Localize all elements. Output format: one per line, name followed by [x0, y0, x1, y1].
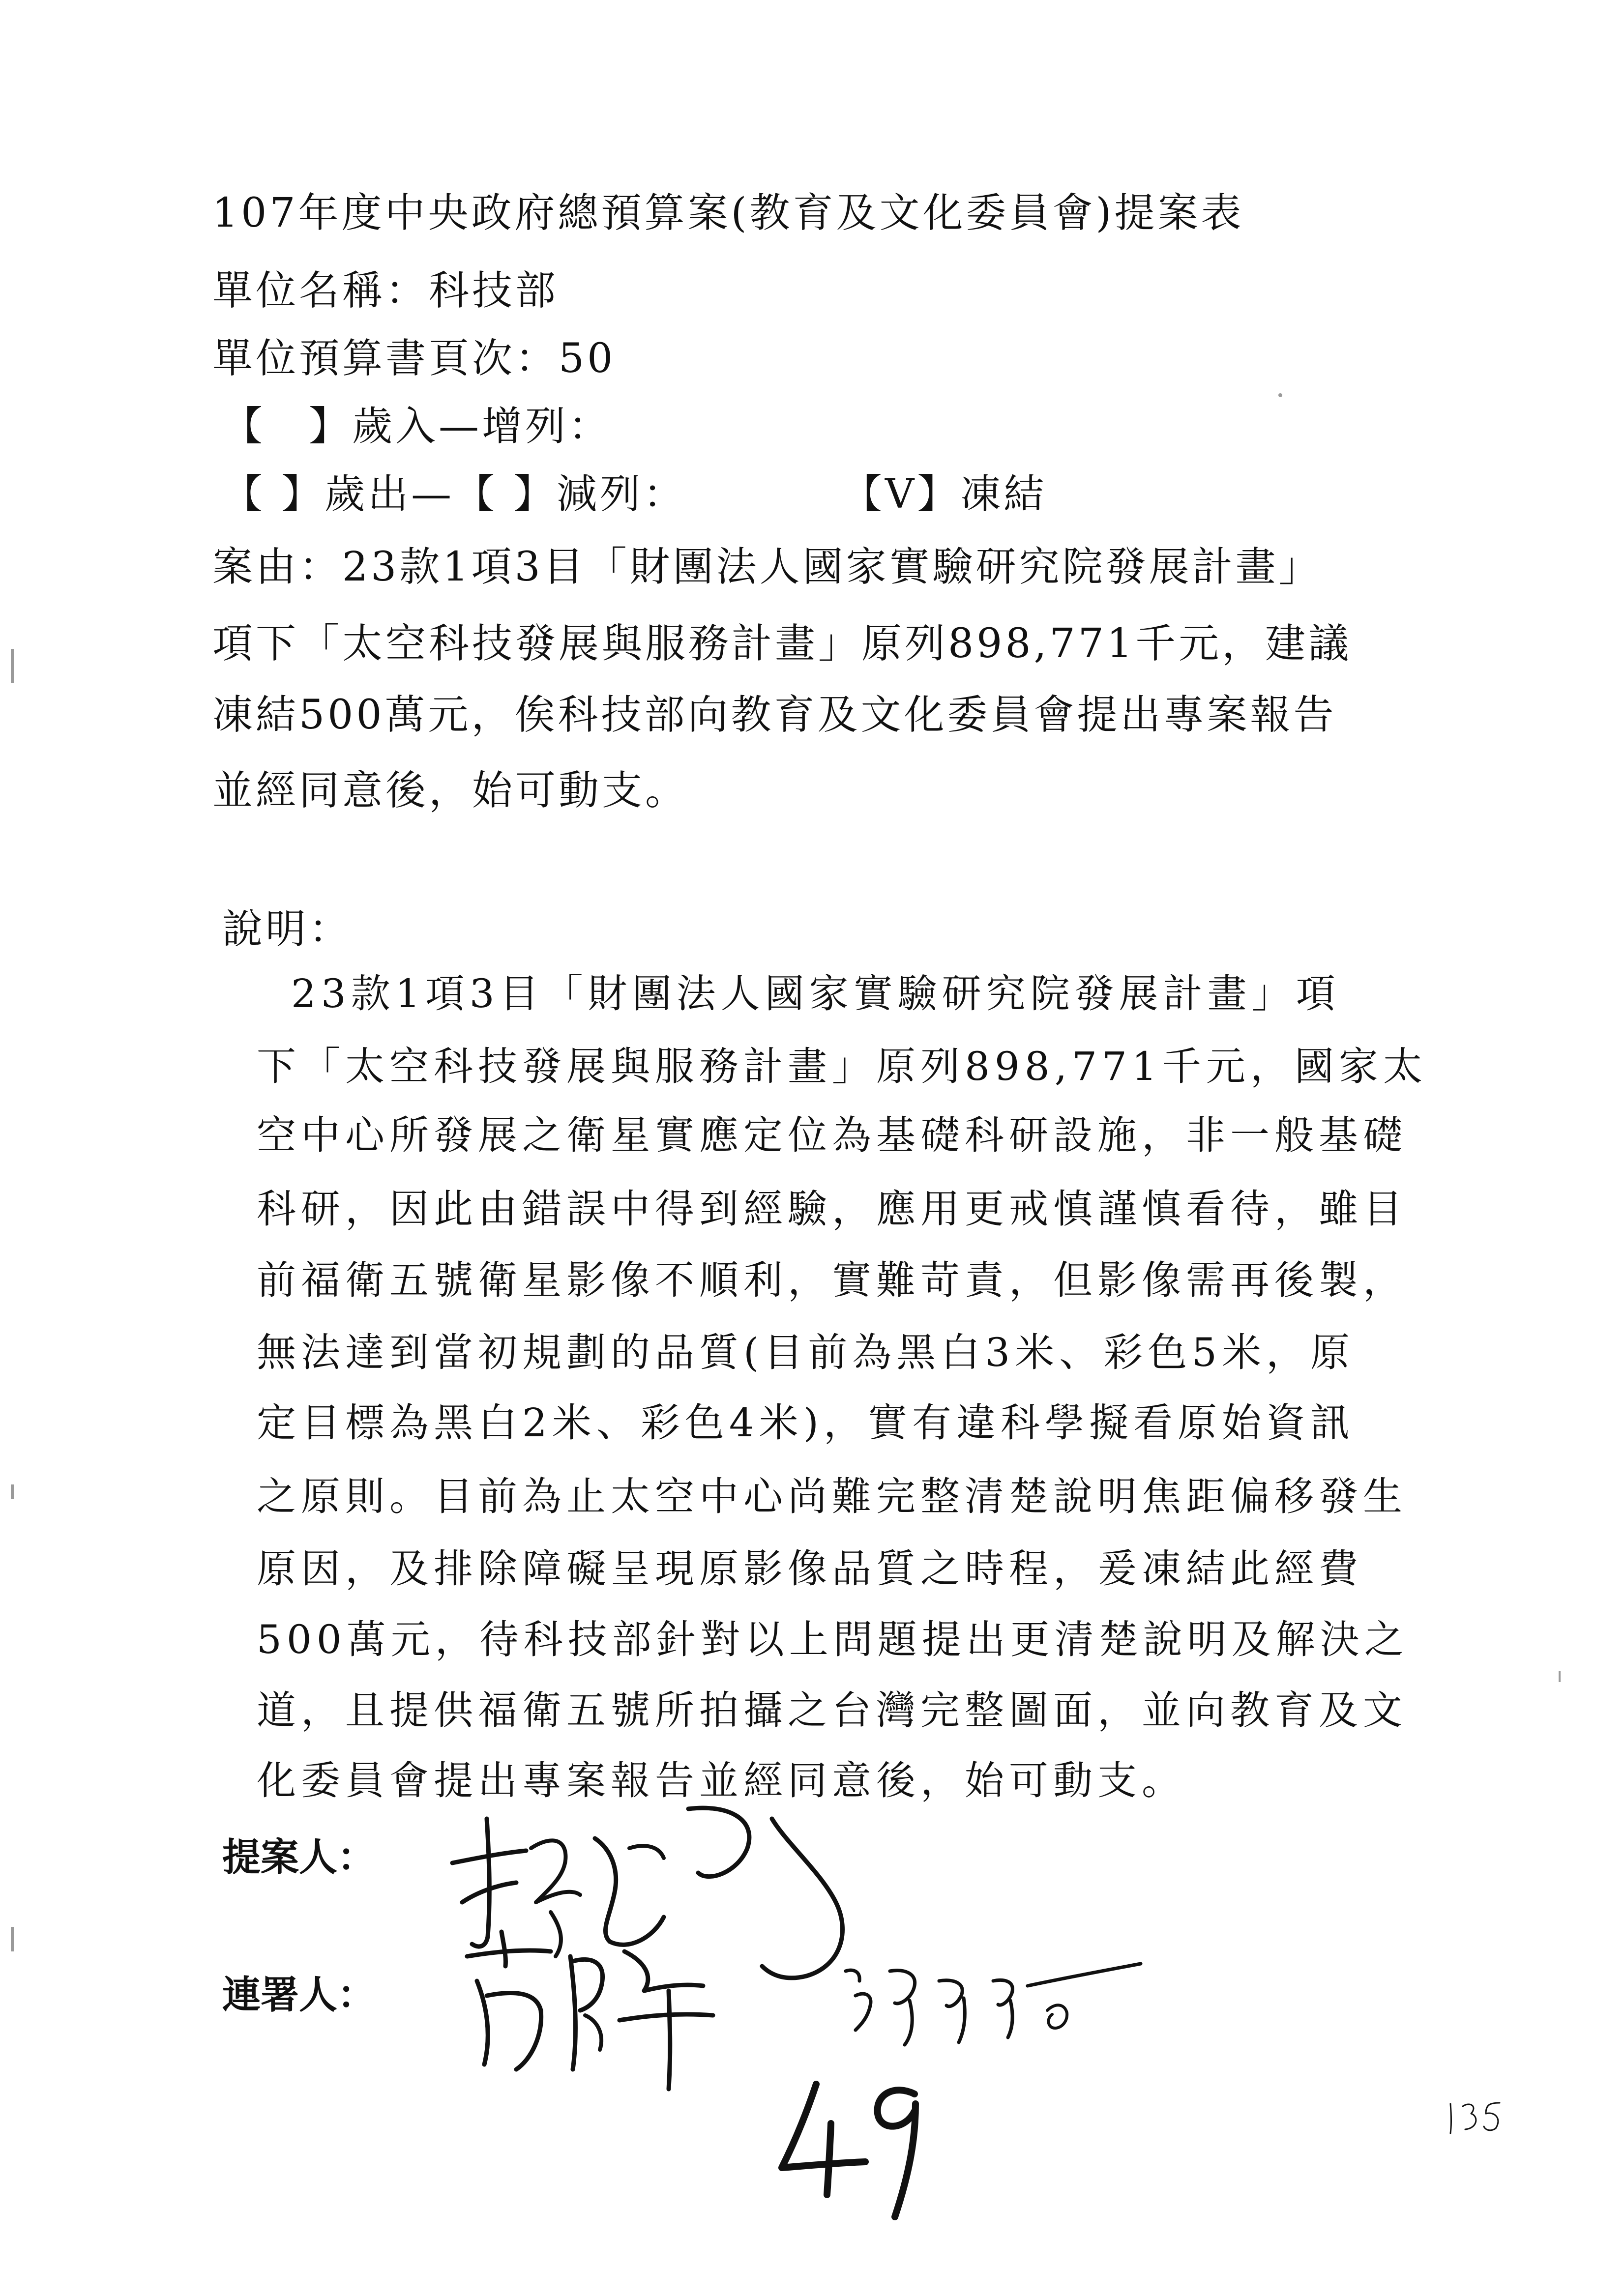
scan-speck [1278, 393, 1282, 397]
cosigner-signature-2 [836, 1951, 1170, 2050]
unit-budget-page: 單位預算書頁次：50 [212, 335, 616, 382]
document-title: 107年度中央政府總預算案(教育及文化委員會)提案表 [212, 190, 1244, 236]
explanation-line: 定目標為黑白2米、彩色4米)，實有違科學擬看原始資訊 [257, 1400, 1355, 1446]
cosigner-label: 連署人： [222, 1973, 376, 2017]
scan-edge-mark [11, 1484, 14, 1499]
reason-line: 項下「太空科技發展與服務計畫」原列898,771千元，建議 [212, 620, 1352, 667]
explanation-line: 23款1項3目「財團法人國家實驗研究院發展計畫」項 [291, 971, 1340, 1017]
explanation-line: 前福衛五號衛星影像不順利，實難苛責，但影像需再後製， [257, 1257, 1407, 1303]
scan-edge-mark [11, 1927, 14, 1951]
explanation-line: 之原則。目前為止太空中心尚難完整清楚說明焦距偏移發生 [257, 1474, 1407, 1519]
cosigner-signature-1 [457, 1922, 733, 2099]
explanation-line: 下「太空科技發展與服務計畫」原列898,771千元，國家太 [257, 1044, 1427, 1089]
explanation-line: 化委員會提出專案報告並經同意後，始可動支。 [257, 1758, 1186, 1803]
unit-name: 單位名稱：科技部 [212, 267, 559, 314]
proposer-label: 提案人： [222, 1835, 376, 1880]
scan-speck [1559, 1671, 1561, 1682]
explanation-line: 道，且提供福衛五號所拍攝之台灣完整圖面，並向教育及文 [257, 1687, 1407, 1733]
revenue-increase-line: 【 】歲入—增列： [222, 403, 612, 450]
scan-edge-mark [11, 649, 14, 683]
handwritten-page-number [772, 2074, 934, 2232]
explanation-line: 空中心所發展之衛星實應定位為基礎科研設施，非一般基礎 [257, 1112, 1407, 1158]
expenditure-line: 【 】歲出—【 】減列： [222, 471, 687, 518]
freeze-checkbox-label: 【V】凍結 [842, 471, 1047, 518]
reason-line: 並經同意後，始可動支。 [212, 767, 689, 814]
explanation-line: 原因，及排除障礙呈現原影像品質之時程，爰凍結此經費 [257, 1546, 1363, 1592]
explanation-heading: 說明： [222, 906, 353, 953]
margin-handwriting [1441, 2094, 1509, 2138]
explanation-line: 500萬元，待科技部針對以上問題提出更清楚說明及解決之 [257, 1617, 1409, 1662]
reason-line: 凍結500萬元，俟科技部向教育及文化委員會提出專案報告 [212, 692, 1337, 738]
explanation-line: 科研，因此由錯誤中得到經驗，應用更戒慎謹慎看待，雖目 [257, 1186, 1407, 1232]
reason-line: 案由：23款1項3目「財團法人國家實驗研究院發展計畫」 [212, 544, 1322, 590]
explanation-line: 無法達到當初規劃的品質(目前為黑白3米、彩色5米，原 [257, 1330, 1355, 1375]
